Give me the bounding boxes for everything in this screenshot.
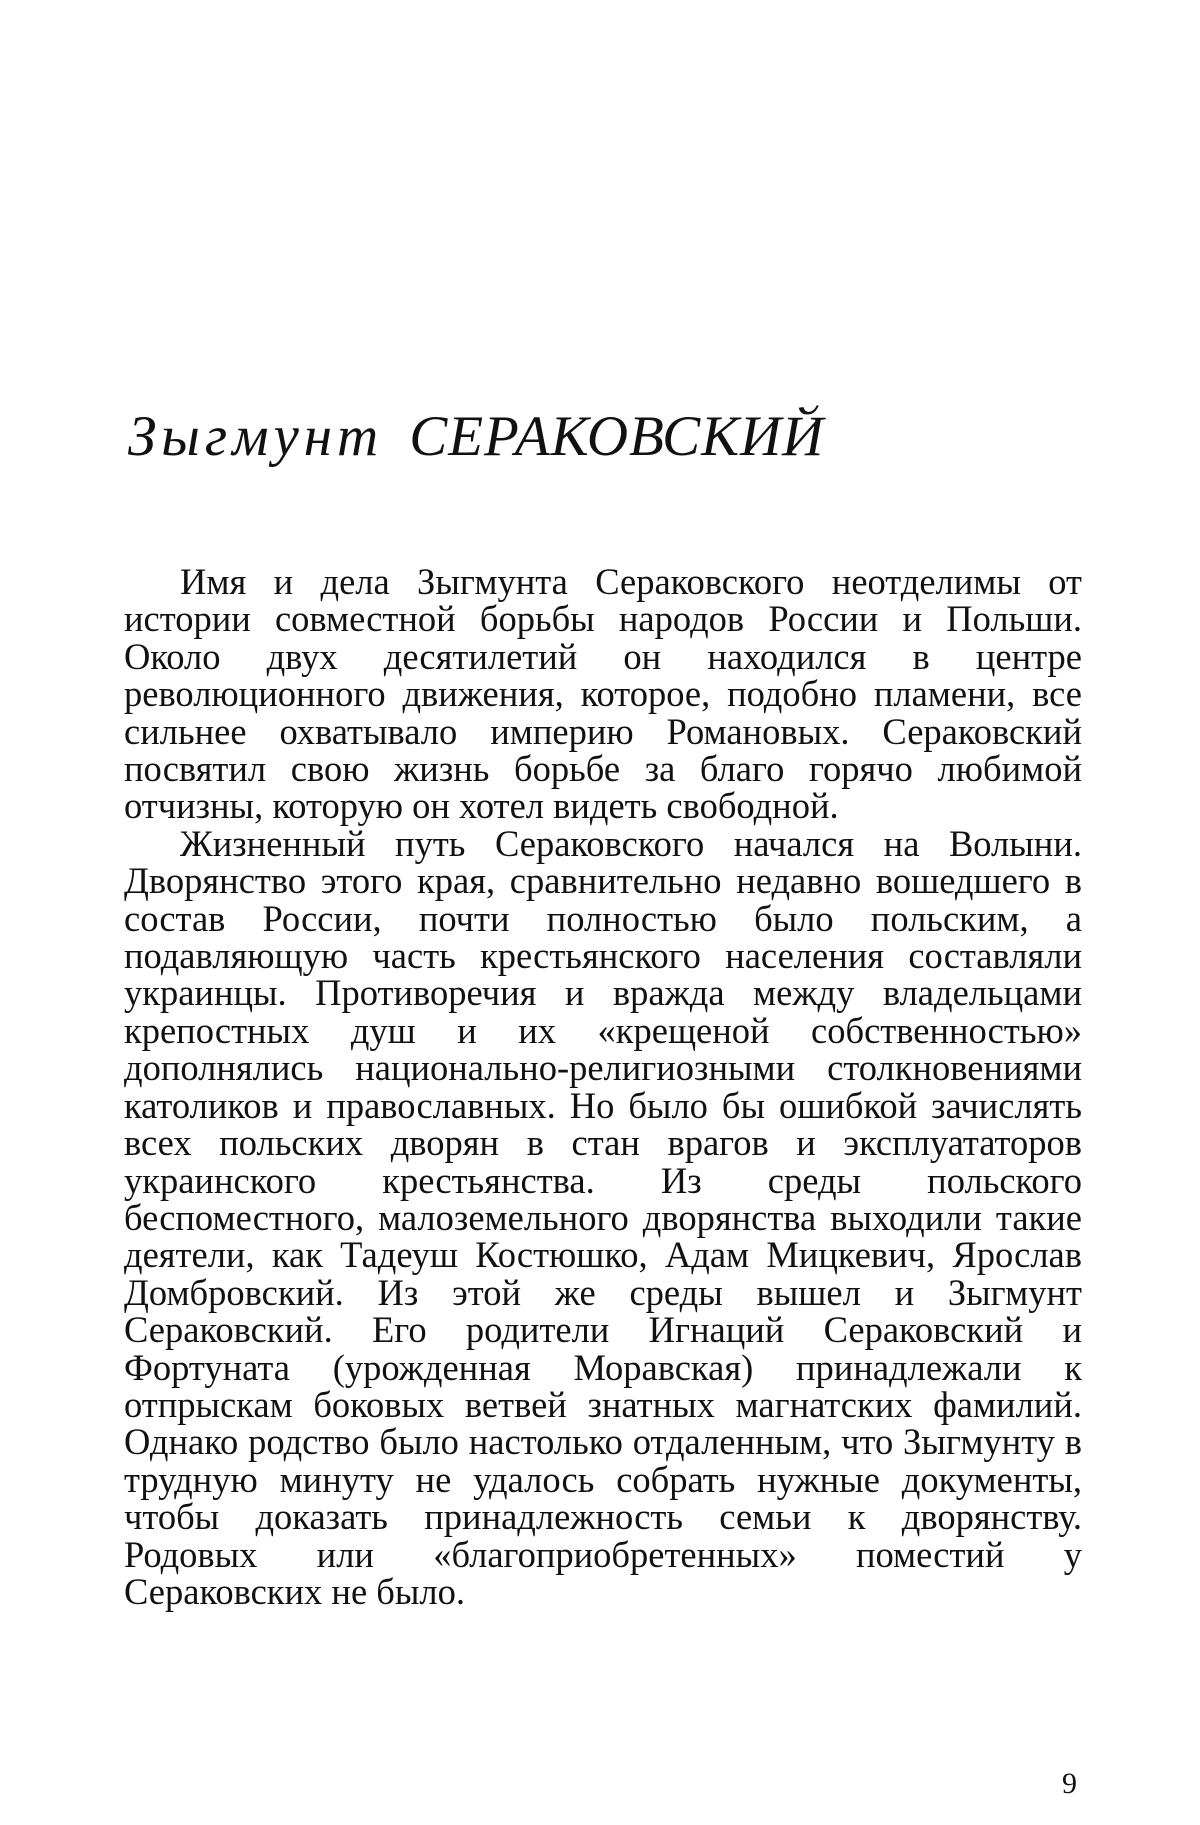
paragraph: Жизненный путь Сераковского начался на Волыни. Дворянство этого края, сравнительно недавно вошедшего в состав России, почти полностью было польским, а подавляющую часть крестьянского населения составляли украинцы. Противоречия и вражда между владельцами крепостных душ и их «крещеной собственностью» дополнялись национально-религиозными столкновениями католиков и православных. Но было бы ошибкой зачислять всех польских дворян в стан врагов и эксплуататоров украинского крестьянства. Из среды польского беспоместного, малоземельного дворянства выходили такие деятели, как Тадеуш Костюшко, Адам Мицкевич, Ярослав Домбровский. Из этой же среды вышел и Зыгмунт Сераковский. Его родители Игнаций Сераковский и Фортуната (урожденная Моравская) принадлежали к отпрыскам боковых ветвей знатных магнатских фамилий. Однако родство было настолько отдаленным, что Зыгмунту в трудную минуту не удалось собрать нужные документы, чтобы доказать принадлежность семьи к дворянству. Родовых или «благоприобретенных» поместий у Сераковских не было. — [124, 822, 1082, 1612]
body-text — [124, 563, 1082, 1610]
paragraph: Имя и дела Зыгмунта Сераковского неотделимы от истории совместной борьбы народов России и Польши. Около двух десятилетий он находился в центре революционного движения, которое, подобно пламени, все сильнее охватывало империю Романовых. Сераковский посвятил свою жизнь борьбе за благо горячо любимой отчизны, которую он хотел видеть свободной. — [124, 561, 1082, 827]
page-number: 9 — [1062, 1767, 1077, 1800]
title-last-name: СЕРАКОВСКИЙ — [409, 405, 825, 468]
chapter-title — [128, 402, 824, 472]
title-first-name: Зыгмунт — [128, 405, 384, 468]
